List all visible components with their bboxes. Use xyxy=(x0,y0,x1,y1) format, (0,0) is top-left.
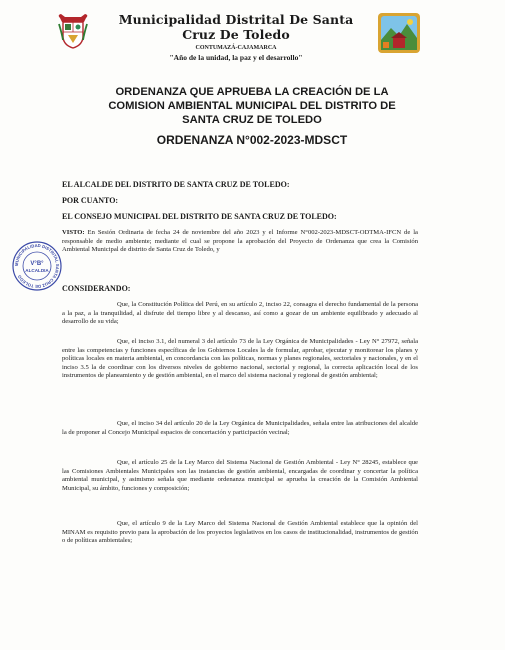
considerando-paragraph-2: Que, el inciso 3.1, del numeral 3 del artículo 73 de la Ley Orgánica de Municipalidades - Ley N° 27972, señala entre las competencias y funciones específicas de los Gobiernos Locales la de formular, aprobar, ejecutar y monitorear los planes y políticas locales en materia ambiental, en concordancia con las políticas, normas y planes regionales, sectoriales y nacionales, y en el inciso 3.5 la de coordinar con los diversos niveles de gobierno nacional, sectorial y regional, la correcta aplicación local de los instrumentos de planeamiento y de gestión ambiental, en el marco del sistema nacional y regional de gestión ambiental; xyxy=(62,338,418,380)
considerando-paragraph-4: Que, el artículo 25 de la Ley Marco del Sistema Nacional de Gestión Ambiental - Ley N° 28245, establece que las Comisiones Ambientales Municipales son las instancias de gestión ambiental, encargadas de coordinar y concertar la política ambiental municipal, y asimismo señala que mediante ordenanza municipal se aprueba la creación de la Comisión Ambiental Municipal, su ámbito, funciones y composición; xyxy=(62,459,418,492)
ordinance-title: ORDENANZA QUE APRUEBA LA CREACIÓN DE LA COMISION AMBIENTAL MUNICIPAL DEL DISTRITO DE SANTA CRUZ DE TOLEDO xyxy=(108,86,396,126)
concejo-heading: EL CONSEJO MUNICIPAL DEL DISTRITO DE SANTA CRUZ DE TOLEDO: xyxy=(62,212,337,221)
ordinance-number: ORDENANZA N°002-2023-MDSCT xyxy=(156,133,348,147)
peru-coat-of-arms-icon xyxy=(57,12,89,50)
considerando-paragraph-5: Que, el artículo 9 de la Ley Marco del Sistema Nacional de Gestión Ambiental establece que la opinión del MINAM es requisito previo para la aprobación de los proyectos legislativos en los casos de institucionalidad, instrumentos de gestión o de políticas ambientales; xyxy=(62,520,418,545)
stamp-ring-text: MUNICIPALIDAD DISTRITAL SANTA CRUZ DE TOLEDO xyxy=(13,242,61,290)
year-motto: "Año de la unidad, la paz y el desarrollo" xyxy=(169,53,303,62)
stamp-vb: V°B° xyxy=(30,261,44,267)
visto-paragraph xyxy=(62,229,418,255)
alcalde-heading: EL ALCALDE DEL DISTRITO DE SANTA CRUZ DE TOLEDO: xyxy=(62,180,290,189)
alcaldia-stamp xyxy=(11,240,63,292)
considerando-paragraph-1: Que, la Constitución Política del Perú, en su artículo 2, inciso 22, consagra el derecho fundamental de la persona a la paz, a la tranquilidad, al disfrute del tiempo libre y al descanso, así como a gozar de un ambiente equilibrado y adecuado al desarrollo de su vida; xyxy=(62,301,418,326)
visto-label: VISTO: xyxy=(62,229,85,236)
considerando-paragraph-3: Que, el inciso 34 del artículo 20 de la Ley Orgánica de Municipalidades, señala entre las atribuciones del alcalde la de proponer al Concejo Municipal espacios de concertación y participación vecinal; xyxy=(62,420,418,436)
visto-text: En Sesión Ordinaria de fecha 24 de noviembre del año 2023 y el Informe N°002-2023-MDSCT-ODTMA-IFCN de la responsable de medio ambiente; mediante el cual se propone la aprobación del Proyecto de Ordenanza que crea la Comisión Ambiental Municipal de distrito de Santa Cruz de Toledo, y xyxy=(62,229,418,254)
municipality-name: Municipalidad Distrital De Santa Cruz De Toledo xyxy=(118,12,354,42)
stamp-role: ALCALDIA xyxy=(25,268,49,273)
municipality-location: CONTUMAZÁ-CAJAMARCA xyxy=(195,45,277,51)
por-cuanto-heading: POR CUANTO: xyxy=(62,196,119,205)
considerando-heading: CONSIDERANDO: xyxy=(62,284,131,293)
municipal-logo-icon xyxy=(377,12,421,54)
